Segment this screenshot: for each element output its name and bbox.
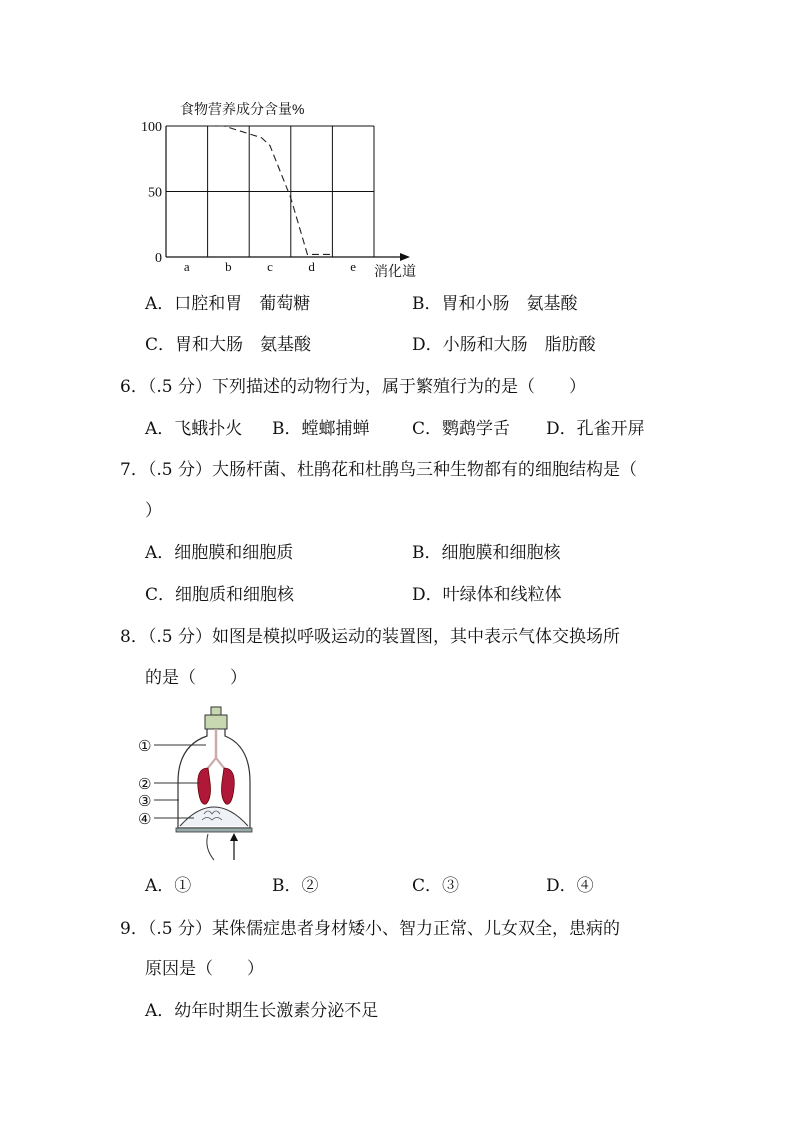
q5-option-c[interactable]: C．胃和大肠 氨基酸 (145, 335, 312, 355)
q5-option-d[interactable]: D．小肠和大肠 脂肪酸 (412, 335, 596, 355)
chart-ylabel: 食物营养成分含量% (180, 101, 305, 117)
label-3: ③ (138, 792, 152, 810)
q8-option-a[interactable]: A．① (145, 876, 192, 896)
q9-option-a[interactable]: A．幼年时期生长激素分泌不足 (145, 1001, 379, 1021)
q6-option-c[interactable]: C．鹦鹉学舌 (412, 419, 511, 439)
chart-xlabel: 消化道 (374, 263, 416, 279)
q8-option-b[interactable]: B．② (272, 876, 319, 896)
q8-stem-line2: 的是（ ） (145, 668, 247, 688)
nutrient-curve (208, 126, 333, 254)
stopper-base (205, 715, 227, 729)
stopper (211, 707, 221, 715)
q6-stem: 6．（.5 分）下列描述的动物行为，属于繁殖行为的是（ ） (120, 377, 586, 397)
q6-option-a[interactable]: A．飞蛾扑火 (145, 419, 243, 439)
q5-option-b[interactable]: B．胃和小肠 氨基酸 (412, 294, 578, 314)
x-tick-labels (184, 259, 356, 274)
q5-option-a[interactable]: A．口腔和胃 葡萄糖 (145, 294, 311, 314)
nutrient-digestion-chart (140, 96, 430, 281)
y-tick-label: 0 (155, 251, 162, 266)
y-tick-label: 50 (148, 185, 162, 201)
x-tick-label: c (267, 259, 273, 274)
push-arrow-head (230, 833, 238, 841)
rubber-membrane (180, 807, 248, 826)
x-tick-label: d (308, 259, 315, 274)
left-bronchus (208, 758, 216, 768)
x-axis-arrow (400, 253, 410, 261)
q7-option-c[interactable]: C．细胞质和细胞核 (145, 585, 295, 605)
breathing-model-figure (138, 702, 258, 864)
y-tick-labels (141, 120, 162, 266)
q8-option-c[interactable]: C．③ (412, 876, 460, 896)
q9-stem-line1: 9．（.5 分）某侏儒症患者身材矮小、智力正常、儿女双全，患病的 (120, 919, 620, 939)
right-bronchus (216, 758, 224, 768)
q9-stem-line2: 原因是（ ） (145, 959, 264, 979)
x-tick-label: a (183, 259, 190, 274)
q7-stem-line2: ） (145, 501, 162, 521)
q8-option-d[interactable]: D．④ (546, 876, 594, 896)
q7-option-b[interactable]: B．细胞膜和细胞核 (412, 543, 561, 563)
hand (207, 834, 214, 860)
q6-option-b[interactable]: B．螳螂捕蝉 (272, 419, 370, 439)
label-4: ④ (138, 810, 152, 828)
left-balloon-lung (198, 768, 211, 804)
x-tick-label: e (350, 259, 357, 274)
label-2: ② (138, 775, 152, 793)
q7-stem-line1: 7．（.5 分）大肠杆菌、杜鹃花和杜鹃鸟三种生物都有的细胞结构是（ (120, 460, 637, 480)
x-tick-label: b (225, 259, 232, 274)
q7-option-d[interactable]: D．叶绿体和线粒体 (412, 585, 562, 605)
y-tick-label: 100 (141, 120, 162, 135)
jar-base (176, 828, 252, 832)
q7-option-a[interactable]: A．细胞膜和细胞质 (145, 543, 294, 563)
right-balloon-lung (222, 768, 235, 804)
q8-stem-line1: 8．（.5 分）如图是模拟呼吸运动的装置图，其中表示气体交换场所 (120, 627, 620, 647)
label-1: ① (138, 737, 152, 755)
q6-option-d[interactable]: D．孔雀开屏 (546, 419, 645, 439)
